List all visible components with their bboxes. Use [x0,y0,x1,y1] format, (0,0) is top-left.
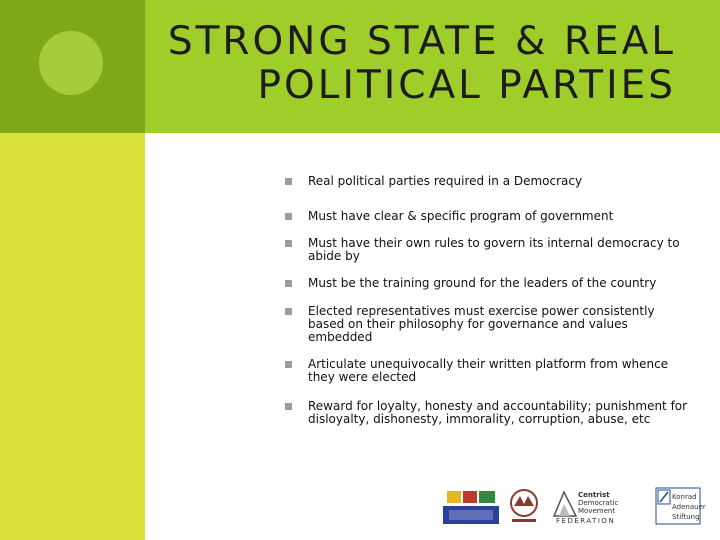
logo-federation-text: FEDERATION [556,517,616,525]
centrist-democratic-movement-logo [552,488,624,524]
bullet-text: Elected representatives must exercise power consistently based on their philosophy for governance and values embedded [308,304,655,344]
party-coalition-logo [443,488,499,524]
bullet-square-icon [285,361,292,368]
logo-centrist-text: Centrist [578,491,610,499]
emblem-seal-logo [506,488,542,524]
bullet-text: Must have clear & specific program of government [308,209,614,223]
logo-konrad-text: Konrad [672,493,697,501]
sponsor-logos [440,488,706,525]
bullet-square-icon [285,280,292,287]
bullet-text: Reward for loyalty, honesty and accountability; punishment for disloyalty, dishonesty, immorality, corruption, abuse, etc [308,399,688,426]
left-accent-strip [0,133,145,540]
bullet-square-icon [285,240,292,247]
slide-title-line-2: POLITICAL PARTIES [257,63,676,108]
bullet-text: Must be the training ground for the leaders of the country [308,276,657,290]
slide-title-line-1: STRONG STATE & REAL [167,19,676,64]
bullet-square-icon [285,213,292,220]
decorative-circle [39,31,103,95]
logo-stiftung-text: Stiftung [672,513,700,521]
bullet-square-icon [285,308,292,315]
logo-adenauer-text: Adenauer [672,503,706,511]
bullet-text: Articulate unequivocally their written platform from whence they were elected [308,357,669,384]
slide-title [168,20,676,108]
bullet-square-icon [285,178,292,185]
logo-democratic-text: Democratic [578,499,619,507]
konrad-adenauer-stiftung-logo [656,488,706,524]
bullet-square-icon [285,403,292,410]
bullet-text: Real political parties required in a Democracy [308,174,583,188]
bullet-text: Must have their own rules to govern its internal democracy to abide by [308,236,680,263]
logo-movement-text: Movement [578,507,616,515]
